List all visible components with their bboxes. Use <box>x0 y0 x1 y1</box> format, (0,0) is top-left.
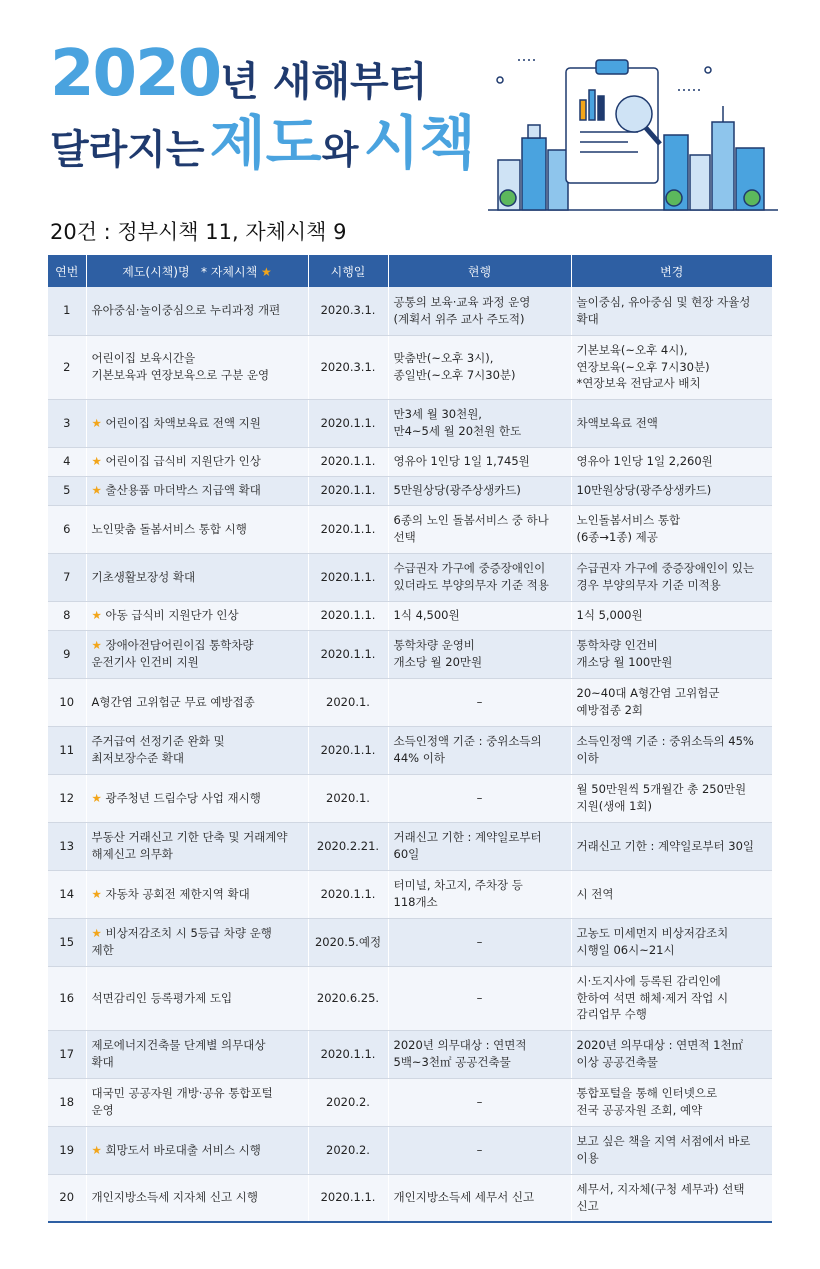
title-line-1 <box>50 37 476 111</box>
city-clipboard-illustration <box>488 40 778 215</box>
changed-policy <box>571 870 772 918</box>
row-number <box>48 399 86 447</box>
changed-policy-text: 고농도 미세먼지 비상저감조치 시행일 06시~21시 <box>576 926 729 957</box>
row-number-text: 12 <box>59 790 75 805</box>
changed-policy <box>571 287 772 335</box>
current-policy-text: 수급권자 가구에 중증장애인이 있더라도 부양의무자 기준 적용 <box>393 561 549 592</box>
row-number-text: 17 <box>59 1046 75 1061</box>
policy-name-text: 주거급여 선정기준 완화 및 최저보장수준 확대 <box>91 734 225 765</box>
changed-policy-text: 영유아 1인당 1일 2,260원 <box>576 454 713 469</box>
effective-date-text: 2020.1.1. <box>320 454 376 469</box>
row-number <box>48 1174 86 1222</box>
title-text-2c: 와 <box>321 128 359 172</box>
changed-policy-text: 거래신고 기한 : 계약일로부터 30일 <box>576 838 755 853</box>
star-icon: ★ <box>91 926 102 941</box>
current-policy <box>388 476 571 505</box>
col-header-date: 시행일 <box>308 255 388 287</box>
effective-date-text: 2020.1.1. <box>320 886 376 901</box>
current-policy <box>388 918 571 966</box>
star-icon: ★ <box>91 454 102 469</box>
current-policy-text: 통학차량 운영비 개소당 월 20만원 <box>393 638 483 669</box>
changed-policy <box>571 774 772 822</box>
current-policy <box>388 287 571 335</box>
star-icon: ★ <box>91 1142 102 1157</box>
changed-policy <box>571 1174 772 1222</box>
current-policy-text: 2020년 의무대상 : 연면적 5백~3천㎡ 공공건축물 <box>393 1038 527 1069</box>
subtitle: 20건 : 정부시책 11, 자체시책 9 <box>50 220 347 244</box>
effective-date-text: 2020.1. <box>326 694 370 709</box>
effective-date-text: 2020.1.1. <box>320 569 376 584</box>
policy-name-text: 어린이집 보육시간을 기본보육과 연장보육으로 구분 운영 <box>91 351 270 382</box>
current-policy <box>388 1078 571 1126</box>
table-row <box>48 966 772 1030</box>
policy-name <box>86 553 308 601</box>
col-header-name <box>86 255 308 287</box>
table-row <box>48 601 772 630</box>
row-number <box>48 1126 86 1174</box>
policy-name <box>86 399 308 447</box>
current-policy <box>388 1030 571 1078</box>
changed-policy <box>571 726 772 774</box>
changed-policy <box>571 822 772 870</box>
changed-policy <box>571 476 772 505</box>
current-policy <box>388 601 571 630</box>
policy-name <box>86 476 308 505</box>
policy-name <box>86 1174 308 1222</box>
table-header-row <box>48 255 772 287</box>
current-policy <box>388 1126 571 1174</box>
row-number-text: 9 <box>63 646 71 661</box>
policy-name <box>86 447 308 476</box>
star-icon: ★ <box>91 415 102 430</box>
table-row <box>48 399 772 447</box>
star-icon: ★ <box>91 608 102 623</box>
effective-date-text: 2020.1.1. <box>320 415 376 430</box>
row-number <box>48 335 86 399</box>
policy-name <box>86 630 308 678</box>
current-policy <box>388 335 571 399</box>
row-number-text: 19 <box>59 1142 75 1157</box>
policy-name <box>86 335 308 399</box>
row-number <box>48 822 86 870</box>
effective-date <box>308 822 388 870</box>
policy-name <box>86 1030 308 1078</box>
row-number-text: 7 <box>63 569 71 584</box>
title-text-1: 년 새해부터 <box>220 59 428 105</box>
changed-policy-text: 소득인정액 기준 : 중위소득의 45% 이하 <box>576 734 754 765</box>
effective-date <box>308 335 388 399</box>
current-policy-text: 소득인정액 기준 : 중위소득의 44% 이하 <box>393 734 542 765</box>
policy-name <box>86 774 308 822</box>
row-number-text: 1 <box>63 303 71 318</box>
policy-name-text: 대국민 공공자원 개방·공유 통합포털 운영 <box>91 1086 273 1117</box>
title-year: 2020 <box>50 37 221 111</box>
col-header-current: 현행 <box>388 255 571 287</box>
current-policy <box>388 678 571 726</box>
row-number <box>48 505 86 553</box>
changed-policy-text: 차액보육료 전액 <box>576 415 658 430</box>
changed-policy-text: 2020년 의무대상 : 연면적 1천㎡ 이상 공공건축물 <box>576 1038 744 1069</box>
table-row <box>48 726 772 774</box>
changed-policy <box>571 505 772 553</box>
col-header-note: * 자체시책 <box>201 264 258 279</box>
title-text-2a: 달라지는 <box>50 127 205 173</box>
changed-policy-text: 시·도지사에 등록된 감리인에 한하여 석면 해체·제거 작업 시 감리업무 수행 <box>576 973 729 1022</box>
effective-date <box>308 918 388 966</box>
row-number <box>48 1078 86 1126</box>
changed-policy <box>571 1126 772 1174</box>
col-header-no: 연번 <box>48 255 86 287</box>
policy-name-text: 장애아전담어린이집 통학차량 운전기사 인건비 지원 <box>91 638 254 669</box>
table-row <box>48 774 772 822</box>
row-number <box>48 553 86 601</box>
policy-name-text: 어린이집 차액보육료 전액 지원 <box>105 415 261 430</box>
changed-policy-text: 보고 싶은 책을 지역 서점에서 바로 이용 <box>576 1134 751 1165</box>
current-policy <box>388 822 571 870</box>
table-row <box>48 918 772 966</box>
effective-date-text: 2020.6.25. <box>316 990 380 1005</box>
current-policy-text: 터미널, 차고지, 주차장 등 118개소 <box>393 878 523 909</box>
changed-policy <box>571 335 772 399</box>
col-header-change: 변경 <box>571 255 772 287</box>
row-number <box>48 678 86 726</box>
col-header-name-text: 제도(시책)명 <box>122 264 190 279</box>
changed-policy-text: 10만원상당(광주상생카드) <box>576 483 712 498</box>
changed-policy <box>571 1078 772 1126</box>
effective-date <box>308 505 388 553</box>
table-row <box>48 870 772 918</box>
effective-date <box>308 1030 388 1078</box>
effective-date-text: 2020.2.21. <box>316 838 380 853</box>
changed-policy-text: 기본보육(~오후 4시), 연장보육(~오후 7시30분) *연장보육 전담교사 배치 <box>576 342 710 391</box>
table-row <box>48 1030 772 1078</box>
table-row <box>48 476 772 505</box>
current-policy <box>388 505 571 553</box>
effective-date-text: 2020.2. <box>326 1094 370 1109</box>
changed-policy-text: 통학차량 인건비 개소당 월 100만원 <box>576 638 673 669</box>
effective-date-text: 2020.3.1. <box>320 303 376 318</box>
effective-date <box>308 966 388 1030</box>
row-number <box>48 476 86 505</box>
row-number <box>48 1030 86 1078</box>
row-number <box>48 287 86 335</box>
policy-name-text: 석면감리인 등록평가제 도입 <box>91 990 233 1005</box>
current-policy <box>388 447 571 476</box>
current-policy <box>388 1174 571 1222</box>
current-policy-text: – <box>476 990 483 1005</box>
current-policy-text: 영유아 1인당 1일 1,745원 <box>393 454 530 469</box>
policy-table <box>48 255 772 1223</box>
changed-policy <box>571 1030 772 1078</box>
changed-policy <box>571 966 772 1030</box>
title-text-2d: 시책 <box>363 109 476 177</box>
effective-date <box>308 774 388 822</box>
policy-name-text: 부동산 거래신고 기한 단축 및 거래계약 해제신고 의무화 <box>91 830 288 861</box>
row-number-text: 11 <box>59 742 75 757</box>
row-number-text: 10 <box>59 694 75 709</box>
effective-date-text: 2020.1.1. <box>320 483 376 498</box>
row-number-text: 8 <box>63 608 71 623</box>
current-policy-text: 6종의 노인 돌봄서비스 중 하나 선택 <box>393 513 549 544</box>
policy-name <box>86 1126 308 1174</box>
policy-name <box>86 870 308 918</box>
table-row <box>48 1174 772 1222</box>
row-number-text: 3 <box>63 415 71 430</box>
row-number <box>48 726 86 774</box>
policy-name <box>86 966 308 1030</box>
changed-policy <box>571 678 772 726</box>
effective-date-text: 2020.1.1. <box>320 521 376 536</box>
current-policy-text: – <box>476 934 483 949</box>
effective-date <box>308 399 388 447</box>
current-policy <box>388 399 571 447</box>
current-policy-text: – <box>476 1142 483 1157</box>
effective-date <box>308 287 388 335</box>
effective-date <box>308 1174 388 1222</box>
current-policy <box>388 630 571 678</box>
effective-date <box>308 476 388 505</box>
table-row <box>48 822 772 870</box>
row-number-text: 14 <box>59 886 75 901</box>
policy-name-text: 유아중심·놀이중심으로 누리과정 개편 <box>91 303 281 318</box>
effective-date-text: 2020.1.1. <box>320 1190 376 1205</box>
changed-policy <box>571 918 772 966</box>
effective-date <box>308 870 388 918</box>
table-row <box>48 1126 772 1174</box>
effective-date <box>308 630 388 678</box>
policy-name <box>86 1078 308 1126</box>
changed-policy-text: 1식 5,000원 <box>576 608 643 623</box>
changed-policy <box>571 447 772 476</box>
changed-policy-text: 놀이중심, 유아중심 및 현장 자율성 확대 <box>576 295 751 326</box>
policy-name <box>86 601 308 630</box>
row-number <box>48 630 86 678</box>
table-row <box>48 553 772 601</box>
table-body <box>48 287 772 1222</box>
current-policy-text: – <box>476 694 483 709</box>
policy-name-text: 출산용품 마더박스 지급액 확대 <box>105 483 261 498</box>
row-number <box>48 447 86 476</box>
row-number-text: 15 <box>59 934 75 949</box>
effective-date <box>308 601 388 630</box>
row-number-text: 5 <box>63 483 71 498</box>
policy-name <box>86 287 308 335</box>
row-number-text: 13 <box>59 838 75 853</box>
changed-policy-text: 통합포털을 통해 인터넷으로 전국 공공자원 조회, 예약 <box>576 1086 718 1117</box>
effective-date-text: 2020.1.1. <box>320 742 376 757</box>
effective-date <box>308 1126 388 1174</box>
effective-date <box>308 553 388 601</box>
effective-date-text: 2020.1.1. <box>320 1046 376 1061</box>
policy-name-text: 어린이집 급식비 지원단가 인상 <box>105 454 261 469</box>
page-title <box>50 37 476 177</box>
effective-date <box>308 678 388 726</box>
policy-name <box>86 822 308 870</box>
current-policy-text: 공통의 보육·교육 과정 운영 (계획서 위주 교사 주도적) <box>393 295 531 326</box>
current-policy-text: 개인지방소득세 세무서 신고 <box>393 1190 535 1205</box>
row-number-text: 6 <box>63 521 71 536</box>
title-text-2b: 제도 <box>209 109 322 177</box>
current-policy-text: – <box>476 1094 483 1109</box>
title-line-2 <box>50 109 476 177</box>
policy-name-text: 개인지방소득세 지자체 신고 시행 <box>91 1190 258 1205</box>
table-row <box>48 447 772 476</box>
row-number <box>48 966 86 1030</box>
row-number-text: 16 <box>59 990 75 1005</box>
current-policy <box>388 966 571 1030</box>
table-row <box>48 1078 772 1126</box>
table-row <box>48 630 772 678</box>
current-policy-text: – <box>476 790 483 805</box>
policy-name-text: 제로에너지건축물 단계별 의무대상 확대 <box>91 1038 266 1069</box>
changed-policy <box>571 601 772 630</box>
current-policy <box>388 870 571 918</box>
policy-name-text: A형간염 고위험군 무료 예방접종 <box>91 694 255 709</box>
effective-date-text: 2020.5.예정 <box>314 934 382 949</box>
row-number <box>48 870 86 918</box>
table-row <box>48 678 772 726</box>
policy-name-text: 노인맞춤 돌봄서비스 통합 시행 <box>91 521 247 536</box>
row-number <box>48 774 86 822</box>
changed-policy <box>571 553 772 601</box>
row-number <box>48 918 86 966</box>
changed-policy-text: 시 전역 <box>576 886 614 901</box>
effective-date-text: 2020.1.1. <box>320 646 376 661</box>
policy-name-text: 희망도서 바로대출 서비스 시행 <box>105 1142 261 1157</box>
effective-date-text: 2020.2. <box>326 1142 370 1157</box>
star-icon: ★ <box>91 886 102 901</box>
row-number-text: 4 <box>63 454 71 469</box>
row-number <box>48 601 86 630</box>
star-icon: ★ <box>91 638 102 653</box>
star-icon: ★ <box>91 790 102 805</box>
current-policy <box>388 553 571 601</box>
current-policy-text: 만3세 월 30천원, 만4~5세 월 20천원 한도 <box>393 407 522 438</box>
effective-date-text: 2020.3.1. <box>320 359 376 374</box>
star-icon: ★ <box>91 483 102 498</box>
current-policy-text: 1식 4,500원 <box>393 608 460 623</box>
table-row <box>48 505 772 553</box>
changed-policy-text: 수급권자 가구에 중증장애인이 있는 경우 부양의무자 기준 미적용 <box>576 561 755 592</box>
current-policy-text: 거래신고 기한 : 계약일로부터 60일 <box>393 830 542 861</box>
changed-policy <box>571 630 772 678</box>
current-policy <box>388 774 571 822</box>
current-policy-text: 5만원상당(광주상생카드) <box>393 483 521 498</box>
policy-name-text: 광주청년 드림수당 사업 재시행 <box>105 790 261 805</box>
row-number-text: 2 <box>63 359 71 374</box>
effective-date-text: 2020.1.1. <box>320 608 376 623</box>
policy-name-text: 자동차 공회전 제한지역 확대 <box>105 886 250 901</box>
effective-date <box>308 447 388 476</box>
current-policy <box>388 726 571 774</box>
policy-name <box>86 678 308 726</box>
policy-name-text: 아동 급식비 지원단가 인상 <box>105 608 239 623</box>
policy-name-text: 비상저감조치 시 5등급 차량 운행 제한 <box>91 926 272 957</box>
changed-policy <box>571 399 772 447</box>
policy-name <box>86 726 308 774</box>
star-icon: ★ <box>261 264 272 279</box>
policy-name <box>86 505 308 553</box>
policy-name <box>86 918 308 966</box>
effective-date-text: 2020.1. <box>326 790 370 805</box>
changed-policy-text: 월 50만원씩 5개월간 총 250만원 지원(생애 1회) <box>576 782 747 813</box>
effective-date <box>308 1078 388 1126</box>
row-number-text: 20 <box>59 1190 75 1205</box>
effective-date <box>308 726 388 774</box>
changed-policy-text: 노인돌봄서비스 통합 (6종→1종) 제공 <box>576 513 681 544</box>
table-row <box>48 287 772 335</box>
policy-name-text: 기초생활보장성 확대 <box>91 569 196 584</box>
changed-policy-text: 20~40대 A형간염 고위험군 예방접종 2회 <box>576 686 720 717</box>
changed-policy-text: 세무서, 지자체(구청 세무과) 선택 신고 <box>576 1182 745 1213</box>
row-number-text: 18 <box>59 1094 75 1109</box>
table-row <box>48 335 772 399</box>
current-policy-text: 맞춤반(~오후 3시), 종일반(~오후 7시30분) <box>393 351 516 382</box>
